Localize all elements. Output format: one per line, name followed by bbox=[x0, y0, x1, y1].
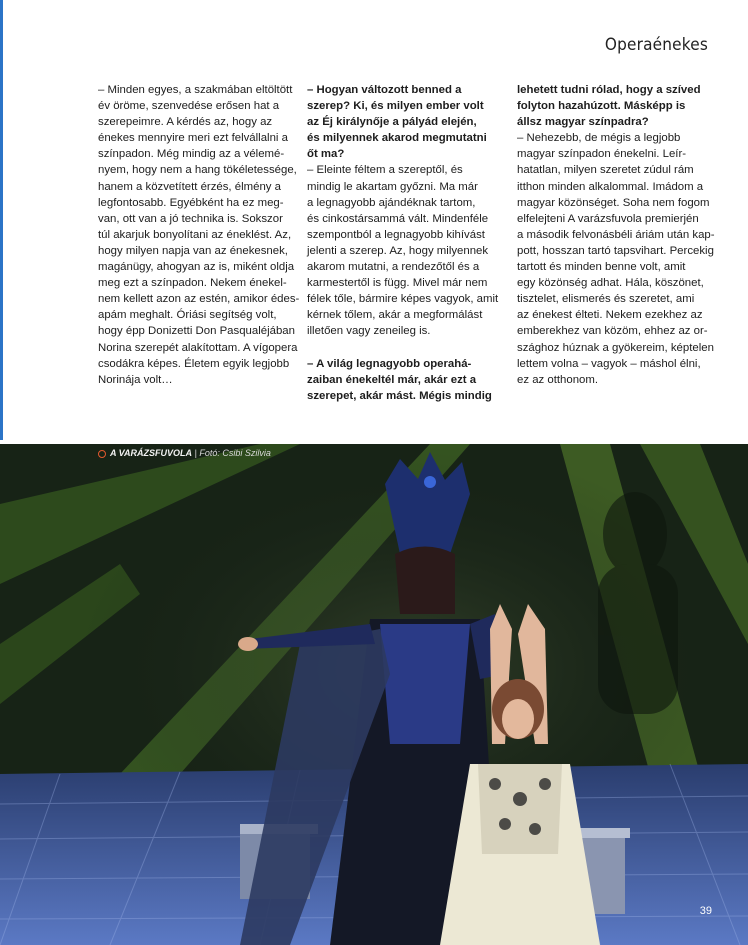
caption-credit: | Fotó: Csibi Szilvia bbox=[192, 448, 271, 458]
text-line: mindig le akartam győzni. Ma már bbox=[307, 180, 478, 193]
text-line: év öröme, szenvedése erősen hat a bbox=[98, 100, 280, 113]
text-line: itthon minden alkalommal. Imádom a bbox=[517, 180, 704, 193]
section-title: Operaénekes bbox=[604, 35, 708, 55]
text-line: ez az otthonom. bbox=[517, 373, 599, 386]
text-line: a második felvonásbéli áriám után kap- bbox=[517, 228, 715, 241]
question-line: az Éj királynője a pályád elején, bbox=[307, 116, 477, 129]
question-line: – A világ legnagyobb operahá- bbox=[307, 357, 472, 370]
page-number: 39 bbox=[699, 905, 712, 917]
text-line: jelenti a szerep. Az, hogy milyennek bbox=[307, 244, 489, 257]
text-line: félek tőle, bármire képes vagyok, amit bbox=[307, 293, 499, 306]
text-line: emberekhez van közöm, ehhez az or- bbox=[517, 325, 708, 338]
text-line: – Eleinte féltem a szereptől, és bbox=[307, 164, 463, 177]
caption-bullet-icon bbox=[98, 450, 106, 458]
text-line: tartott és minden benne volt, amit bbox=[517, 261, 686, 274]
text-line: meg ezt a színpadon. Nekem énekel- bbox=[98, 277, 287, 290]
article-column-3 bbox=[517, 82, 713, 388]
text-line: szerepeimre. A kérdés az, hogy az bbox=[98, 116, 273, 129]
text-line: magánügy, ahogyan az is, miként oldja bbox=[98, 261, 295, 274]
text-line: szághoz húznak a gyökereim, képtelen bbox=[517, 341, 714, 354]
question-line: és milyennek akarod megmutatni bbox=[307, 132, 487, 145]
text-line: csodákra képes. Életem egyik legjobb bbox=[98, 357, 290, 370]
article-column-2 bbox=[307, 82, 503, 404]
text-line: lettem volna – vagyok – máshol élni, bbox=[517, 357, 701, 370]
question-line: őt ma? bbox=[307, 148, 345, 161]
text-line: magyar közönséget. Soha nem fogom bbox=[517, 196, 710, 209]
text-line: szempontból a legnagyobb kihívást bbox=[307, 228, 485, 241]
text-line: egy közönség adhat. Hála, köszönet, bbox=[517, 277, 704, 290]
text-line: és cinkostársammá vált. Mindenféle bbox=[307, 212, 489, 225]
text-line: apám meghalt. Óriási segítség volt, bbox=[98, 309, 277, 322]
question-line: szerepet, akár mást. Mégis mindig bbox=[307, 389, 492, 402]
text-line: nem kellett azon az estén, amikor édes- bbox=[98, 293, 300, 306]
question-line: folyton hazahúzott. Másképp is bbox=[517, 100, 686, 113]
caption-title: A VARÁZSFUVOLA bbox=[110, 448, 192, 458]
text-line: legfontosabb. Egyébként ha ez meg- bbox=[98, 196, 284, 209]
text-line: Norina szerepét alakítottam. A vígopera bbox=[98, 341, 298, 354]
stage-photo bbox=[0, 444, 748, 945]
paragraph-gap bbox=[307, 340, 503, 356]
text-line: túl akarjuk bonyolítani az éneklést. Az, bbox=[98, 228, 292, 241]
text-line: – Nehezebb, de mégis a legjobb bbox=[517, 132, 681, 145]
question-line: szerep? Ki, és milyen ember volt bbox=[307, 100, 484, 113]
text-line: Norinája volt… bbox=[98, 373, 173, 386]
stage-scene-illustration bbox=[0, 444, 748, 945]
article-column-1 bbox=[98, 82, 300, 388]
text-line: az énekest élteti. Nekem ezekhez az bbox=[517, 309, 703, 322]
text-line: hanem a közvetített érzés, élmény a bbox=[98, 180, 281, 193]
text-line: hatatlan, milyen szeretet zúdul rám bbox=[517, 164, 694, 177]
text-line: karmestertől is függ. Mivel már nem bbox=[307, 277, 488, 290]
text-line: akarom mutatni, a rendezőtől és a bbox=[307, 261, 480, 274]
text-line: magyar színpadon énekelni. Leír- bbox=[517, 148, 687, 161]
text-line: nyem, hogy nem a hang tökéletessége, bbox=[98, 164, 297, 177]
text-line: színpadon. Még mindig az a vélemé- bbox=[98, 148, 285, 161]
text-line: hogy milyen napja van az énekesnek, bbox=[98, 244, 288, 257]
text-line: tisztelet, elismerés és szeretet, ami bbox=[517, 293, 695, 306]
text-line: van, ott van a jó technika is. Sokszor bbox=[98, 212, 283, 225]
text-line: elfelejteni A varázsfuvola premierjén bbox=[517, 212, 699, 225]
text-line: kérnek tőlem, akár a megformálást bbox=[307, 309, 483, 322]
text-line: a legnagyobb ajándéknak tartom, bbox=[307, 196, 476, 209]
question-line: – Hogyan változott benned a bbox=[307, 84, 462, 96]
photo-caption bbox=[98, 448, 271, 458]
text-line: illetően vagy zeneileg is. bbox=[307, 325, 431, 338]
question-line: lehetett tudni rólad, hogy a szíved bbox=[517, 84, 701, 96]
shadow-figure bbox=[598, 492, 678, 714]
question-line: állsz magyar színpadra? bbox=[517, 116, 649, 129]
text-line: pott, hosszan tartó tapsvihart. Percekig bbox=[517, 244, 714, 257]
left-accent-rule bbox=[0, 0, 3, 440]
text-line: – Minden egyes, a szakmában eltöltött bbox=[98, 84, 293, 96]
text-line: hogy épp Donizetti Don Pasqualéjában bbox=[98, 325, 295, 338]
question-line: zaiban énekeltél már, akár ezt a bbox=[307, 373, 477, 386]
text-line: énekes mennyire meri ezt felvállalni a bbox=[98, 132, 288, 145]
